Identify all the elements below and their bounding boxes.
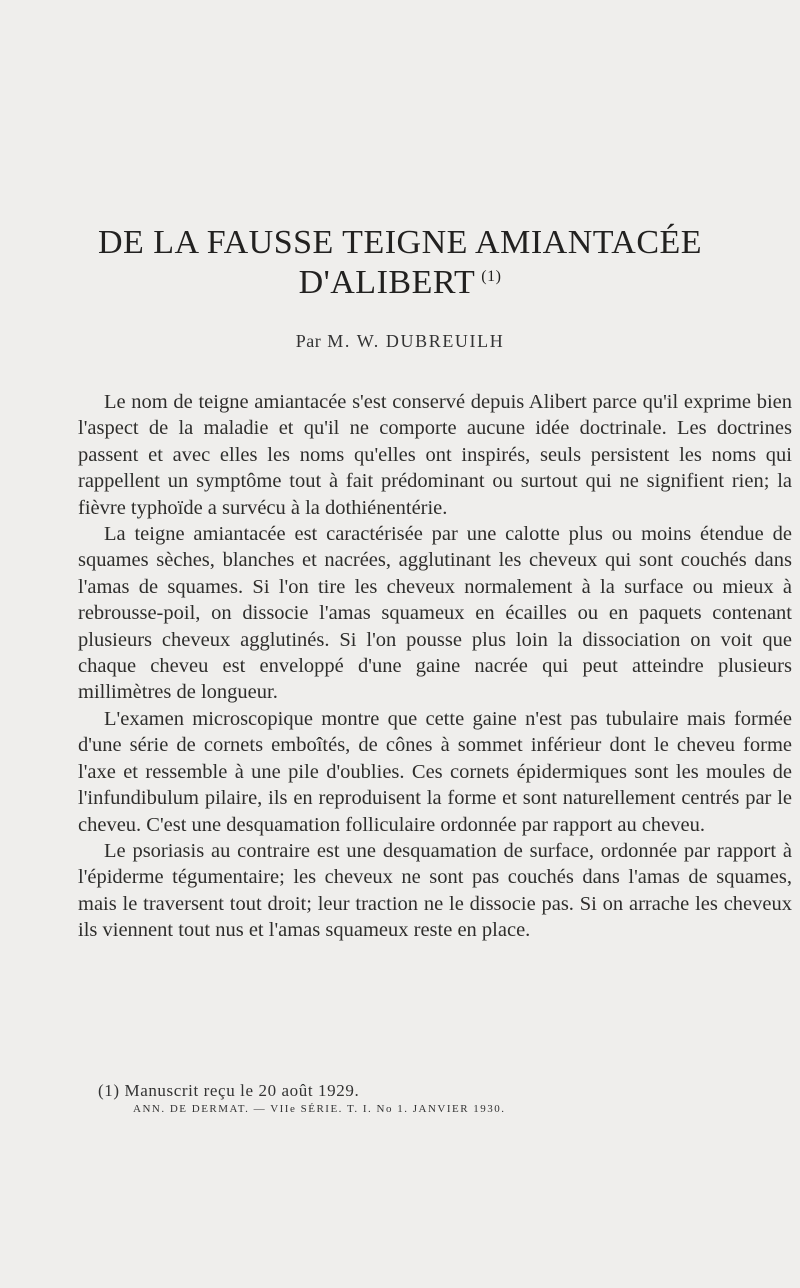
author-name: M. W. DUBREUILH (327, 331, 505, 351)
paragraph: Le psoriasis au contraire est une desquamation de surface, ordonnée par rapport à l'épiderme tégumentaire; les cheveux ne sont pas couchés dans l'amas de squames, mais le traversent tout droit; leur traction ne le dissocie pas. Si on arrache les cheveux ils viennent tout nus et l'amas squameux reste en place. (78, 839, 792, 942)
paragraph: La teigne amiantacée est caractérisée par une calotte plus ou moins étendue de squames sèches, blanches et nacrées, agglutinant les cheveux qui sont couchés dans l'amas de squames. Si l'on tire les cheveux normalement à la surface ou mieux à rebrousse-poil, on dissocie l'amas squameux en écailles ou en paquets contenant plusieurs cheveux agglutinés. Si l'on pousse plus loin la dissociation on voit que chaque cheveu est enveloppé d'une gaine nacrée qui peut atteindre plusieurs millimètres de longueur. (78, 523, 792, 704)
paragraph: Le nom de teigne amiantacée s'est conservé depuis Alibert parce qu'il exprime bien l'aspect de la maladie et qu'il ne comporte aucune idée doctrinale. Les doctrines passent et avec elles les noms qu'elles ont inspirés, seuls persistent les noms qui rappellent un symptôme tout à fait prédominant ou surtout qui ne signifient rien; la fièvre typhoïde a survécu à la dothiénentérie. (78, 391, 792, 519)
title-line-1: DE LA FAUSSE TEIGNE AMIANTACÉE (97, 224, 703, 261)
footnote: (1) Manuscrit reçu le 20 août 1929. (98, 1081, 360, 1100)
author-line (0, 331, 800, 352)
title-line-2: D'ALIBERT $^{(1)}$ (298, 264, 502, 301)
paragraph: L'examen microscopique montre que cette gaine n'est pas tubulaire mais formée d'une série de cornets emboîtés, de cônes à sommet inférieur dont le cheveu forme l'axe et ressemble à une pile d'oublies. Ces cornets épidermiques sont les moules de l'infundibulum pilaire, ils en reproduisent la forme et sont naturellement centrés par le cheveu. C'est une desquamation folliculaire ordonnée par rapport au cheveu. (78, 707, 792, 836)
article-body (78, 389, 792, 944)
running-footer: ANN. DE DERMAT. — VIIe SÉRIE. T. I. No 1. JANVIER 1930. (133, 1103, 506, 1115)
author-prefix: Par (295, 331, 322, 351)
footnote-reference: (1) (481, 267, 502, 285)
